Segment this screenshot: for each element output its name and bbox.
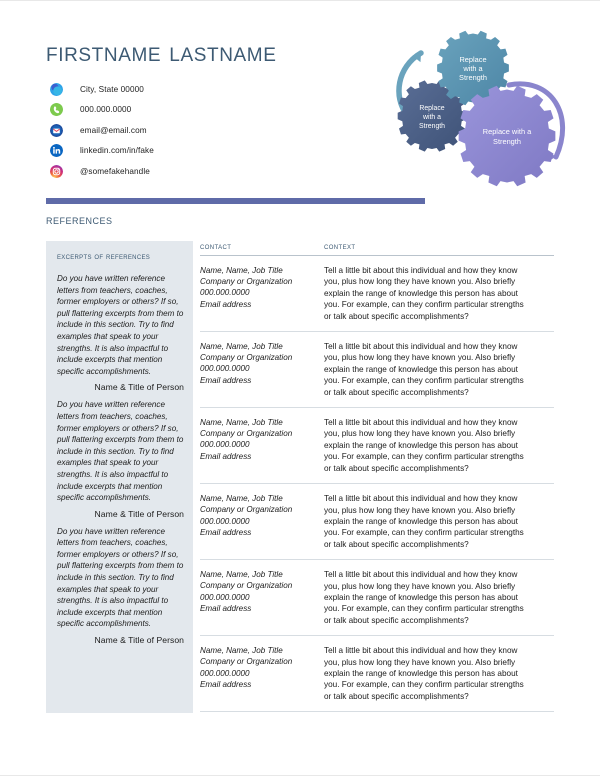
email-icon — [50, 124, 63, 137]
excerpt-block — [57, 399, 184, 518]
location-pin-icon — [50, 83, 63, 96]
contact-item-linkedin — [50, 142, 280, 160]
context-line: Tell a little bit about this individual and how they know — [324, 570, 518, 580]
context-line: or talk about specific accomplishments? — [324, 311, 469, 321]
cell-context — [324, 569, 554, 626]
gear-teal-label-line2: with a — [463, 64, 483, 73]
context-line: or talk about specific accomplishments? — [324, 463, 469, 473]
context-line: Tell a little bit about this individual and how they know — [324, 342, 518, 352]
instagram-icon — [50, 165, 63, 178]
contact-line: Name, Name, Job Title — [200, 646, 283, 656]
gear-purple-shape — [459, 86, 556, 186]
excerpts-panel-heading: excerpts of references — [57, 251, 151, 261]
cell-contact — [200, 265, 324, 322]
contact-line: 000.000.0000 — [200, 440, 250, 450]
excerpts-panel — [46, 241, 193, 713]
context-line: you, plus how long they have known you. Also briefly — [324, 657, 516, 667]
gear-purple-label-line1: Replace with a — [482, 127, 532, 136]
context-line: you. For example, can they confirm particular strengths — [324, 376, 524, 386]
context-line: explain the range of knowledge this person has about — [324, 668, 518, 678]
table-row — [200, 636, 554, 712]
context-line: or talk about specific accomplishments? — [324, 387, 469, 397]
context-line: explain the range of knowledge this person has about — [324, 364, 518, 374]
contact-line: Email address — [200, 299, 252, 309]
context-line: you. For example, can they confirm particular strengths — [324, 452, 524, 462]
column-header-context: context — [324, 241, 356, 251]
contact-item-email — [50, 121, 280, 139]
table-row — [200, 484, 554, 560]
context-line: explain the range of knowledge this person has about — [324, 516, 518, 526]
context-line: or talk about specific accomplishments? — [324, 539, 469, 549]
contact-line: Email address — [200, 527, 252, 537]
table-row — [200, 332, 554, 408]
gear-teal-label-line1: Replace — [459, 55, 487, 64]
table-header-row — [200, 241, 554, 256]
contact-line: Email address — [200, 603, 252, 613]
header-accent-bar — [46, 198, 425, 204]
context-line: you. For example, can they confirm particular strengths — [324, 604, 524, 614]
gear-navy-label-line2: with a — [422, 114, 442, 121]
excerpt-attribution: Name & Title of Person — [94, 382, 184, 393]
linkedin-icon — [50, 144, 63, 157]
context-line: explain the range of knowledge this person has about — [324, 592, 518, 602]
contact-line: Name, Name, Job Title — [200, 342, 283, 352]
document-header — [0, 1, 600, 201]
cell-contact — [200, 569, 324, 626]
contact-line: 000.000.0000 — [200, 668, 250, 678]
contact-linkedin-text: linkedin.com/in/fake — [80, 146, 154, 155]
contact-line: Name, Name, Job Title — [200, 418, 283, 428]
contact-location-text: City, State 00000 — [80, 84, 144, 94]
contact-line: 000.000.0000 — [200, 516, 250, 526]
cell-context — [324, 645, 554, 702]
context-line: you. For example, can they confirm particular strengths — [324, 680, 524, 690]
contact-line: Name, Name, Job Title — [200, 266, 283, 275]
contact-item-instagram — [50, 162, 280, 180]
context-line: you, plus how long they have known you. Also briefly — [324, 429, 516, 439]
section-heading-references: references — [46, 213, 113, 227]
context-line: you, plus how long they have known you. Also briefly — [324, 505, 516, 515]
context-line: you. For example, can they confirm particular strengths — [324, 300, 524, 310]
context-line: explain the range of knowledge this person has about — [324, 440, 518, 450]
page-title: firstname lastname — [46, 37, 277, 67]
gear-navy-label-line3: Strength — [418, 123, 446, 130]
contact-line: Company or Organization — [200, 353, 293, 363]
contact-instagram-text: @somefakehandle — [80, 166, 150, 176]
context-line: Tell a little bit about this individual and how they know — [324, 266, 518, 275]
context-line: you, plus how long they have known you. Also briefly — [324, 277, 516, 287]
context-line: you. For example, can they confirm particular strengths — [324, 528, 524, 538]
contact-item-location — [50, 80, 280, 98]
cell-context — [324, 341, 554, 398]
cell-context — [324, 265, 554, 322]
references-table — [200, 241, 554, 712]
gear-purple-label-line2: Strength — [493, 137, 521, 146]
table-row — [200, 408, 554, 484]
excerpts-block-list — [57, 273, 184, 652]
excerpt-body-text: Do you have written reference letters from teachers, coaches, former employers or others? If so, pull flattering excerpts from them to include in this section. Try to find examples that speak to your strengths. It is also impactful to include excerpts that mention specific accomplishments. — [57, 274, 184, 376]
excerpt-attribution: Name & Title of Person — [94, 508, 184, 519]
contact-line: Email address — [200, 451, 252, 461]
cell-context — [324, 493, 554, 550]
contact-line: Company or Organization — [200, 505, 293, 515]
excerpt-attribution: Name & Title of Person — [94, 635, 184, 646]
cell-contact — [200, 417, 324, 474]
context-line: Tell a little bit about this individual and how they know — [324, 418, 518, 428]
strengths-gear-graphic — [385, 11, 600, 206]
table-row — [200, 560, 554, 636]
cell-contact — [200, 493, 324, 550]
contact-line: Name, Name, Job Title — [200, 570, 283, 580]
contact-phone-text: 000.000.0000 — [80, 105, 132, 114]
contact-line: Name, Name, Job Title — [200, 494, 283, 504]
gear-teal-label-line3: Strength — [459, 73, 487, 82]
contact-line: Email address — [200, 375, 252, 385]
cell-contact — [200, 341, 324, 398]
contact-item-phone — [50, 101, 280, 119]
cell-contact — [200, 645, 324, 702]
excerpt-body-text: Do you have written reference letters from teachers, coaches, former employers or others? If so, pull flattering excerpts from them to include in this section. Try to find examples that speak to your strengths. It is also impactful to include excerpts that mention specific accomplishments. — [57, 526, 184, 629]
contact-line: 000.000.0000 — [200, 364, 250, 374]
context-line: you, plus how long they have known you. Also briefly — [324, 353, 516, 363]
phone-icon — [50, 103, 63, 116]
contact-line: Email address — [200, 679, 252, 689]
contact-info-list — [50, 80, 280, 183]
context-line: or talk about specific accomplishments? — [324, 691, 469, 701]
context-line: or talk about specific accomplishments? — [324, 615, 469, 625]
excerpt-block — [57, 273, 184, 392]
contact-email-text: email@email.com — [80, 125, 147, 135]
excerpt-block — [57, 526, 184, 645]
context-line: Tell a little bit about this individual and how they know — [324, 646, 518, 656]
contact-line: 000.000.0000 — [200, 592, 250, 602]
cell-context — [324, 417, 554, 474]
gear-navy-label-line1: Replace — [419, 105, 445, 112]
context-line: explain the range of knowledge this person has about — [324, 288, 518, 298]
table-row — [200, 256, 554, 332]
column-header-contact: contact — [200, 241, 232, 251]
contact-line: Company or Organization — [200, 429, 293, 439]
contact-line: Company or Organization — [200, 277, 293, 287]
contact-line: Company or Organization — [200, 657, 293, 667]
excerpt-body-text: Do you have written reference letters from teachers, coaches, former employers or others? If so, pull flattering excerpts from them to include in this section. Try to find examples that speak to your strengths. It is also impactful to include excerpts that mention specific accomplishments. — [57, 400, 184, 503]
contact-line: Company or Organization — [200, 581, 293, 591]
contact-line: 000.000.0000 — [200, 288, 250, 298]
context-line: you, plus how long they have known you. Also briefly — [324, 581, 516, 591]
context-line: Tell a little bit about this individual and how they know — [324, 494, 518, 504]
